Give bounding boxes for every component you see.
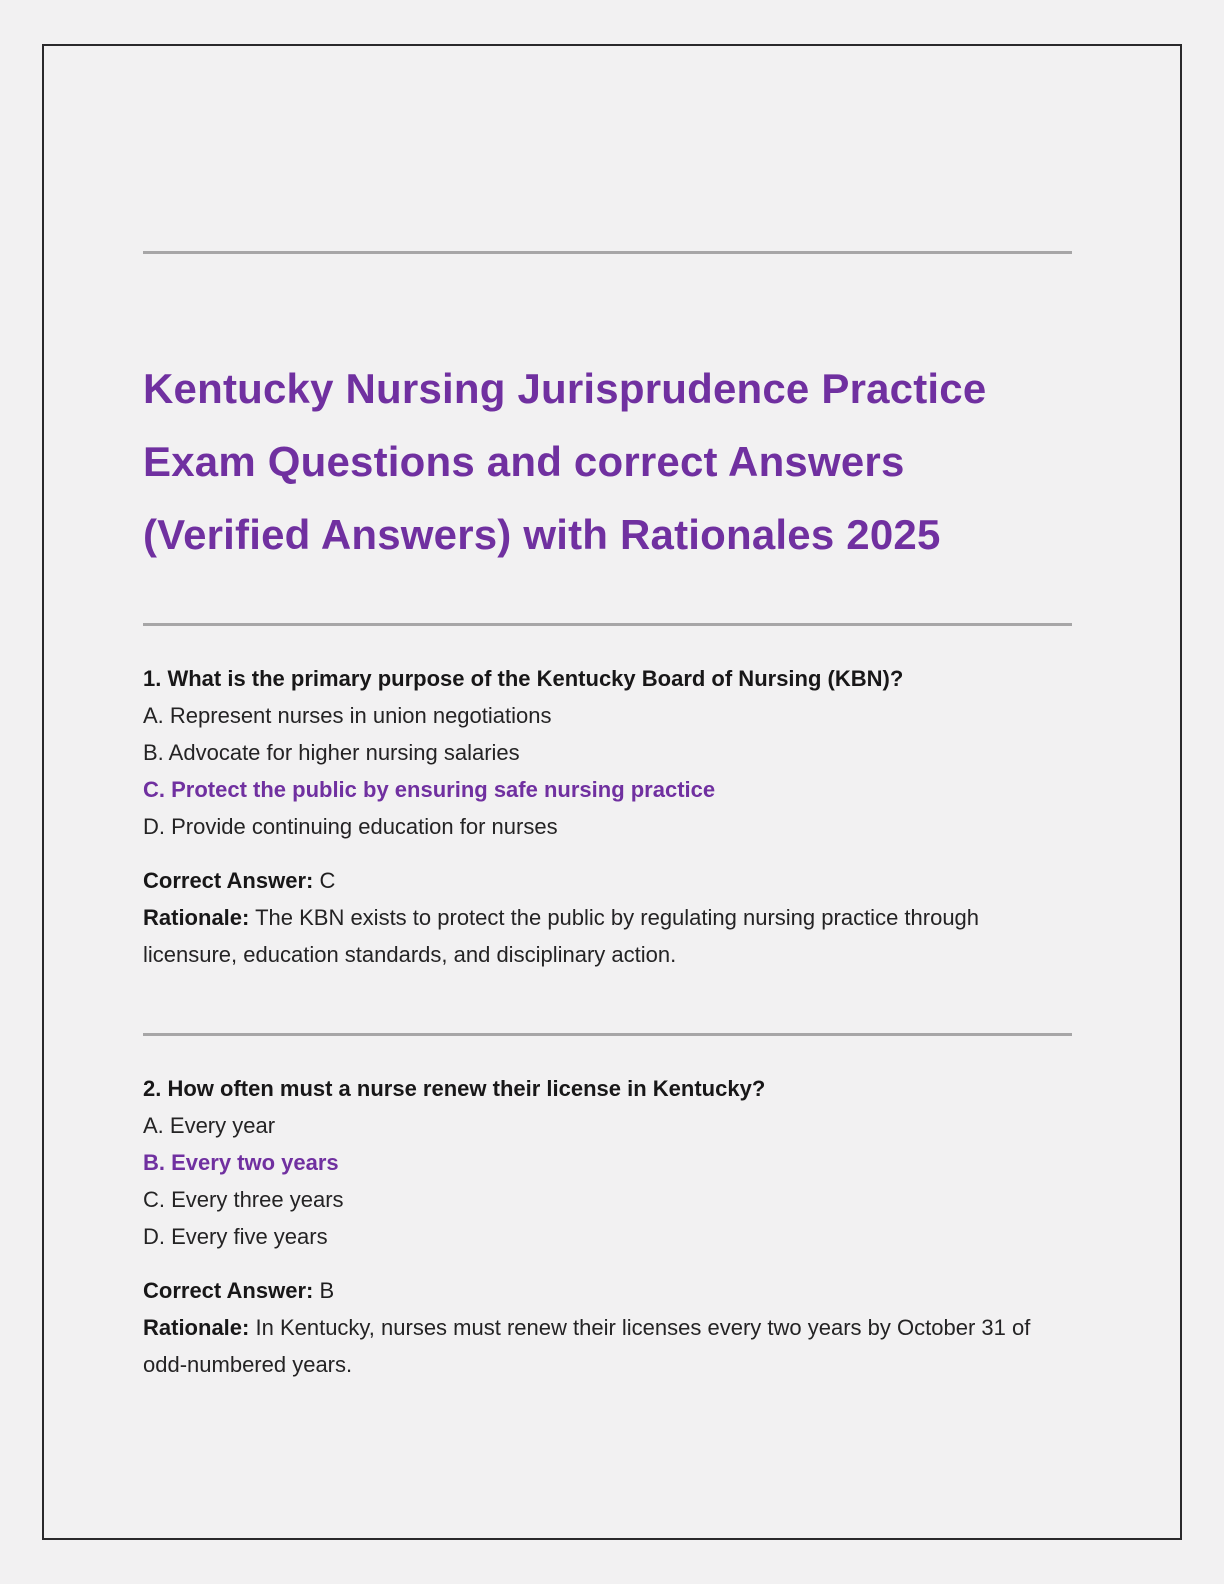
correct-answer-line (143, 862, 1072, 899)
correct-answer-label: Correct Answer: (143, 1278, 314, 1303)
correct-answer-label: Correct Answer: (143, 868, 314, 893)
option-d: D. Provide continuing education for nurses (143, 814, 558, 839)
question-text: 2. How often must a nurse renew their license in Kentucky? (143, 1076, 766, 1101)
option-b: B. Advocate for higher nursing salaries (143, 740, 520, 765)
document-title: Kentucky Nursing Jurisprudence Practice Exam Questions and correct Answers (Verified Answers) with Rationales 2025 (143, 365, 987, 558)
option-d: D. Every five years (143, 1224, 328, 1249)
question-block-2 (143, 1070, 1072, 1383)
document-content (0, 251, 1224, 1383)
option-b-correct: B. Every two years (143, 1150, 339, 1175)
correct-answer-value: B (319, 1278, 335, 1303)
correct-answer-value: C (319, 868, 336, 893)
horizontal-rule-after-title (143, 623, 1072, 626)
question-text: 1. What is the primary purpose of the Kentucky Board of Nursing (KBN)? (143, 666, 904, 691)
rationale-label: Rationale: (143, 905, 250, 930)
correct-answer-line (143, 1272, 1072, 1309)
option-a: A. Represent nurses in union negotiations (143, 703, 552, 728)
rationale-line (143, 1309, 1043, 1383)
horizontal-rule-top (143, 251, 1072, 254)
option-a: A. Every year (143, 1113, 276, 1138)
rationale-line (143, 899, 1043, 973)
option-c-correct: C. Protect the public by ensuring safe nursing practice (143, 777, 716, 802)
question-block-1 (143, 660, 1072, 973)
option-c: C. Every three years (143, 1187, 344, 1212)
rationale-label: Rationale: (143, 1315, 250, 1340)
rationale-text: The KBN exists to protect the public by regulating nursing practice through licensure, education standards, and disciplinary action. (143, 905, 980, 967)
rationale-text: In Kentucky, nurses must renew their licenses every two years by October 31 of odd-numbered years. (143, 1315, 1031, 1377)
horizontal-rule-between-questions (143, 1033, 1072, 1036)
